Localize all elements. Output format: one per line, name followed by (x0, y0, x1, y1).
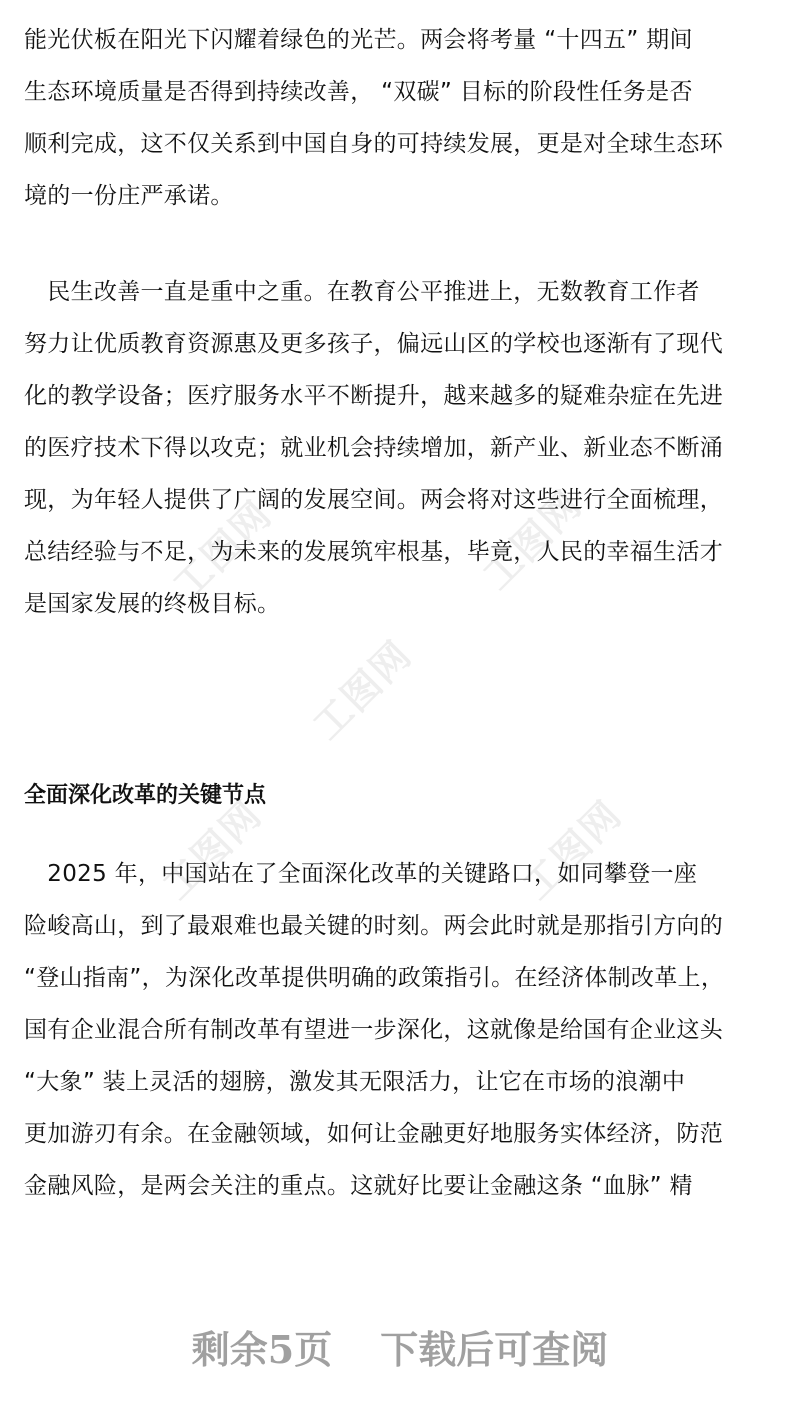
paragraph-line: “登山指南”，为深化改革提供明确的政策指引。在经济体制改革上， (24, 965, 725, 991)
paragraph-line: 险峻高山，到了最艰难也最关键的时刻。两会此时就是那指引方向的 (24, 913, 723, 939)
remaining-pages-label: 剩余5页 (191, 1327, 333, 1372)
paragraph-line: 生态环境质量是否得到持续改善， “双碳” 目标的阶段性任务是否 (24, 79, 693, 105)
paragraph-line: 现，为年轻人提供了广阔的发展空间。两会将对这些进行全面梳理， (24, 487, 723, 513)
paragraph-ecology (24, 14, 780, 222)
paragraph-line: 能光伏板在阳光下闪耀着绿色的光芒。两会将考量 “十四五” 期间 (24, 27, 693, 53)
watermark: 工图网 (514, 791, 631, 908)
download-to-view-label: 下载后可查阅 (380, 1327, 609, 1372)
paragraph-line: “大象” 装上灵活的翅膀，激发其无限活力，让它在市场的浪潮中 (24, 1069, 686, 1095)
paragraph-line: 总结经验与不足，为未来的发展筑牢根基，毕竟，人民的幸福生活才 (24, 539, 723, 565)
section-heading: 全面深化改革的关键节点 (24, 783, 267, 808)
watermark: 工图网 (164, 491, 281, 608)
paragraph-line: 是国家发展的终极目标。 (24, 591, 281, 617)
watermark: 工图网 (304, 631, 421, 748)
paragraph-line: 金融风险，是两会关注的重点。这就好比要让金融这条 “血脉” 精 (24, 1173, 693, 1199)
paragraph-line: 2025 年，中国站在了全面深化改革的关键路口，如同攀登一座 (24, 861, 698, 887)
watermark: 工图网 (474, 481, 591, 598)
paragraph-reform (24, 848, 780, 1212)
paragraph-line: 顺利完成，这不仅关系到中国自身的可持续发展，更是对全球生态环 (24, 131, 723, 157)
paragraph-line: 化的教学设备；医疗服务水平不断提升，越来越多的疑难杂症在先进 (24, 383, 723, 409)
paragraph-line: 更加游刃有余。在金融领域，如何让金融更好地服务实体经济，防范 (24, 1121, 723, 1147)
paragraph-livelihood (24, 266, 780, 630)
paragraph-line: 的医疗技术下得以攻克；就业机会持续增加，新产业、新业态不断涌 (24, 435, 723, 461)
download-notice[interactable] (0, 1320, 800, 1380)
paragraph-line: 境的一份庄严承诺。 (24, 183, 234, 209)
paragraph-line: 努力让优质教育资源惠及更多孩子，偏远山区的学校也逐渐有了现代 (24, 331, 723, 357)
watermark: 工图网 (154, 791, 271, 908)
paragraph-line: 民生改善一直是重中之重。在教育公平推进上，无数教育工作者 (24, 279, 700, 305)
paragraph-line: 国有企业混合所有制改革有望进一步深化，这就像是给国有企业这头 (24, 1017, 723, 1043)
